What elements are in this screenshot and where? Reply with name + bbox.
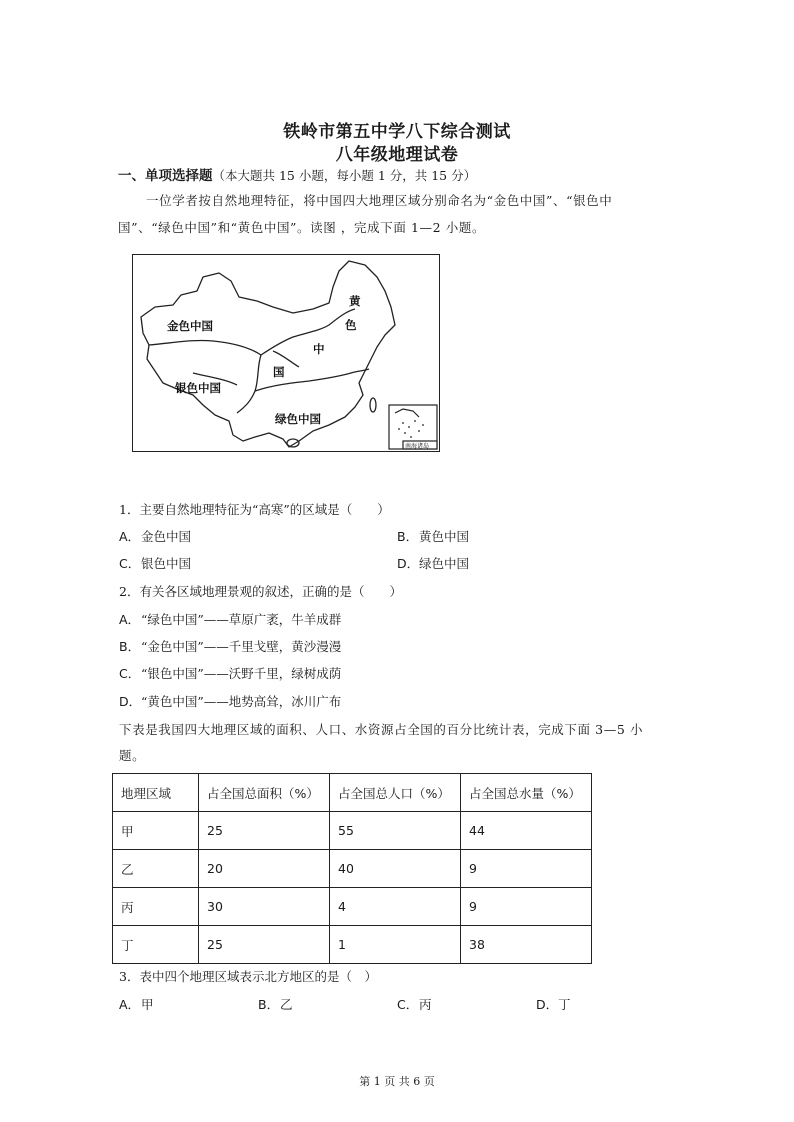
table-cell: 40 xyxy=(330,850,461,888)
section-note: （本大题共 15 小题，每小题 1 分，共 15 分） xyxy=(212,168,477,183)
q2-option-b[interactable] xyxy=(119,637,341,655)
table-cell: 38 xyxy=(461,926,592,964)
boundary-gold-silver xyxy=(149,340,261,355)
table-cell: 20 xyxy=(199,850,330,888)
q2-option-c-key: C． xyxy=(119,666,141,681)
q2-option-c[interactable] xyxy=(119,664,341,682)
china-regions-map xyxy=(132,254,440,452)
q2-option-c-text: “银色中国”——沃野千里，绿树成荫 xyxy=(141,666,342,681)
q3-option-d[interactable] xyxy=(536,995,571,1013)
section-title: 一、单项选择题 xyxy=(118,168,213,184)
q1-option-b-key: B． xyxy=(397,529,419,544)
table-intro-line-1: 下表是我国四大地理区域的面积、人口、水资源占全国的百分比统计表，完成下面 3—5 小 xyxy=(119,722,644,737)
q3-option-c-text: 丙 xyxy=(419,997,432,1012)
q1-option-a-key: A． xyxy=(119,529,141,544)
table-cell: 30 xyxy=(199,888,330,926)
table-cell: 甲 xyxy=(113,812,199,850)
china-outline xyxy=(141,261,395,447)
taiwan-island xyxy=(370,398,376,412)
table-row xyxy=(113,812,592,850)
hainan-island xyxy=(287,439,299,447)
label-yellow-3: 中 xyxy=(313,342,325,356)
table-header-cell: 占全国总面积（%） xyxy=(199,774,330,812)
q2-option-d-text: “黄色中国”——地势高耸，冰川广布 xyxy=(141,694,342,709)
table-header-cell: 占全国总人口（%） xyxy=(330,774,461,812)
table-cell: 丙 xyxy=(113,888,199,926)
intro-line-2: 国”、“绿色中国”和“黄色中国”。读图 ，完成下面 1—2 小题。 xyxy=(118,220,486,235)
q2-option-d-key: D． xyxy=(119,694,142,709)
q1-option-b[interactable] xyxy=(397,527,469,545)
table-row xyxy=(113,926,592,964)
q1-option-c-text: 银色中国 xyxy=(141,556,192,571)
q2-option-d[interactable] xyxy=(119,692,341,710)
q3-option-d-text: 丁 xyxy=(558,997,571,1012)
table-header-cell: 地理区域 xyxy=(113,774,199,812)
table-cell: 9 xyxy=(461,888,592,926)
boundary-silver-east xyxy=(237,355,261,413)
table-cell: 55 xyxy=(330,812,461,850)
label-silver-china: 银色中国 xyxy=(175,381,221,395)
table-cell: 25 xyxy=(199,926,330,964)
q1-stem: 1．主要自然地理特征为“高寒”的区域是（ ） xyxy=(119,502,390,517)
q2-option-a-key: A． xyxy=(119,612,141,627)
q3-option-b[interactable] xyxy=(258,995,293,1013)
q3-option-c[interactable] xyxy=(397,995,432,1013)
label-yellow-4: 国 xyxy=(273,365,285,379)
q1-option-d[interactable] xyxy=(397,554,469,572)
q3-option-d-key: D． xyxy=(536,997,559,1012)
q3-option-a-key: A． xyxy=(119,997,141,1012)
q2-option-a-text: “绿色中国”——草原广袤，牛羊成群 xyxy=(141,612,342,627)
boundary-gold-yellow xyxy=(261,309,355,355)
label-yellow-1: 黄 xyxy=(349,294,361,308)
q2-stem: 2．有关各区域地理景观的叙述，正确的是（ ） xyxy=(119,584,402,599)
q1-option-d-key: D． xyxy=(397,556,420,571)
intro-line-1: 一位学者按自然地理特征，将中国四大地理区域分别命名为“金色中国”、“银色中 xyxy=(146,193,613,208)
table-cell: 9 xyxy=(461,850,592,888)
table-row xyxy=(113,888,592,926)
q1-option-a[interactable] xyxy=(119,527,191,545)
q3-stem: 3．表中四个地理区域表示北方地区的是（ ） xyxy=(119,969,377,984)
q1-option-a-text: 金色中国 xyxy=(141,529,192,544)
table-intro-line-2: 题。 xyxy=(119,748,146,763)
q3-option-b-key: B． xyxy=(258,997,280,1012)
page-footer: 第 1 页 共 6 页 xyxy=(359,1075,435,1088)
q2-option-b-text: “金色中国”——千里戈壁，黄沙漫漫 xyxy=(141,639,342,654)
table-cell: 4 xyxy=(330,888,461,926)
table-cell: 1 xyxy=(330,926,461,964)
q3-option-a-text: 甲 xyxy=(141,997,154,1012)
label-green-china: 绿色中国 xyxy=(275,412,321,426)
q3-option-c-key: C． xyxy=(397,997,419,1012)
table-cell: 44 xyxy=(461,812,592,850)
table-cell: 丁 xyxy=(113,926,199,964)
table-header-cell: 占全国总水量（%） xyxy=(461,774,592,812)
page-subtitle: 八年级地理试卷 xyxy=(335,145,459,165)
q1-option-c-key: C． xyxy=(119,556,141,571)
table-row xyxy=(113,850,592,888)
q2-option-b-key: B． xyxy=(119,639,141,654)
q1-option-c[interactable] xyxy=(119,554,191,572)
q2-option-a[interactable] xyxy=(119,610,341,628)
q3-option-a[interactable] xyxy=(119,995,154,1013)
table-header-row xyxy=(113,774,592,812)
label-yellow-2: 色 xyxy=(345,318,357,332)
inset-caption: 南海诸岛 xyxy=(405,443,430,450)
q3-option-b-text: 乙 xyxy=(280,997,293,1012)
q1-option-d-text: 绿色中国 xyxy=(419,556,470,571)
table-cell: 乙 xyxy=(113,850,199,888)
table-cell: 25 xyxy=(199,812,330,850)
region-stats-table xyxy=(112,773,592,964)
label-gold-china: 金色中国 xyxy=(167,319,213,333)
section-heading xyxy=(118,164,476,184)
q1-option-b-text: 黄色中国 xyxy=(419,529,470,544)
page-title: 铁岭市第五中学八下综合测试 xyxy=(283,122,511,142)
map-drawing xyxy=(133,255,439,451)
